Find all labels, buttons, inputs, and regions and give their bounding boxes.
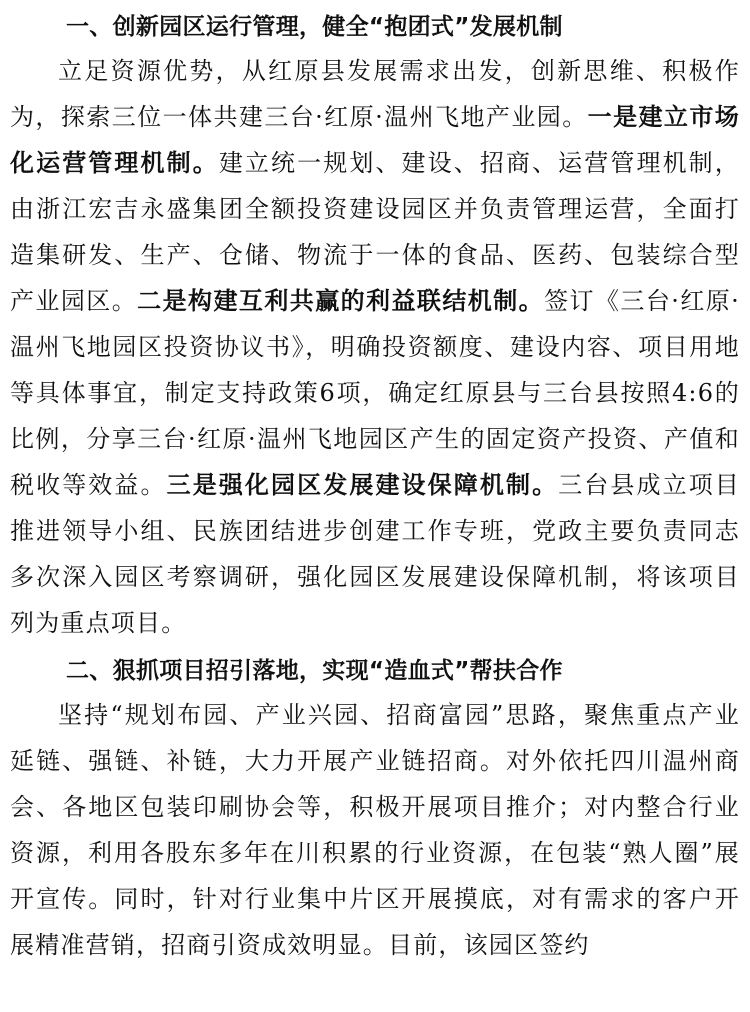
section-1-heading: 一、创新园区运行管理，健全“抱团式”发展机制 [66,14,563,40]
section-1-point-2: 二是构建互利共赢的利益联结机制。 [137,286,545,315]
section-1-point-3: 三是强化园区发展建设保障机制。 [166,470,559,499]
section-2-paragraph [10,692,740,968]
section-1-paragraph [10,48,740,646]
section-1-text-d: 三台县成立项目推进领导小组、民族团结进步创建工作专班，党政主要负责同志多次深入园区考察调研，强化园区发展建设保障机制，将该项目列为重点项目。 [10,471,741,637]
section-1-point-1: 一是建立市场化运营管理机制。 [10,102,741,177]
section-2-text: 坚持“规划布园、产业兴园、招商富园”思路，聚焦重点产业延链、强链、补链，大力开展产业链招商。对外依托四川温州商会、各地区包装印刷协会等，积极开展项目推介；对内整合行业资源，利用各股东多年在川积累的行业资源，在包装“熟人圈”展开宣传。同时，针对行业集中片区开展摸底，对有需求的客户开展精准营销，招商引资成效明显。目前，该园区签约 [10,701,740,959]
section-2-heading: 二、狠抓项目招引落地，实现“造血式”帮扶合作 [66,658,563,684]
section-1-text-c: 签订《三台·红原·温州飞地园区投资协议书》，明确投资额度、建设内容、项目用地等具体事宜，制定支持政策6项，确定红原县与三台县按照4:6的比例，分享三台·红原·温州飞地园区产生的固定资产投资、产值和税收等效益。 [10,287,741,499]
section-1-text-b: 建立统一规划、建设、招商、运营管理机制，由浙江宏吉永盛集团全额投资建设园区并负责管理运营，全面打造集研发、生产、仓储、物流于一体的食品、医药、包装综合型产业园区。 [10,149,740,315]
section-1-text-a: 立足资源优势，从红原县发展需求出发，创新思维、积极作为，探索三位一体共建三台·红原·温州飞地产业园。 [10,57,740,131]
